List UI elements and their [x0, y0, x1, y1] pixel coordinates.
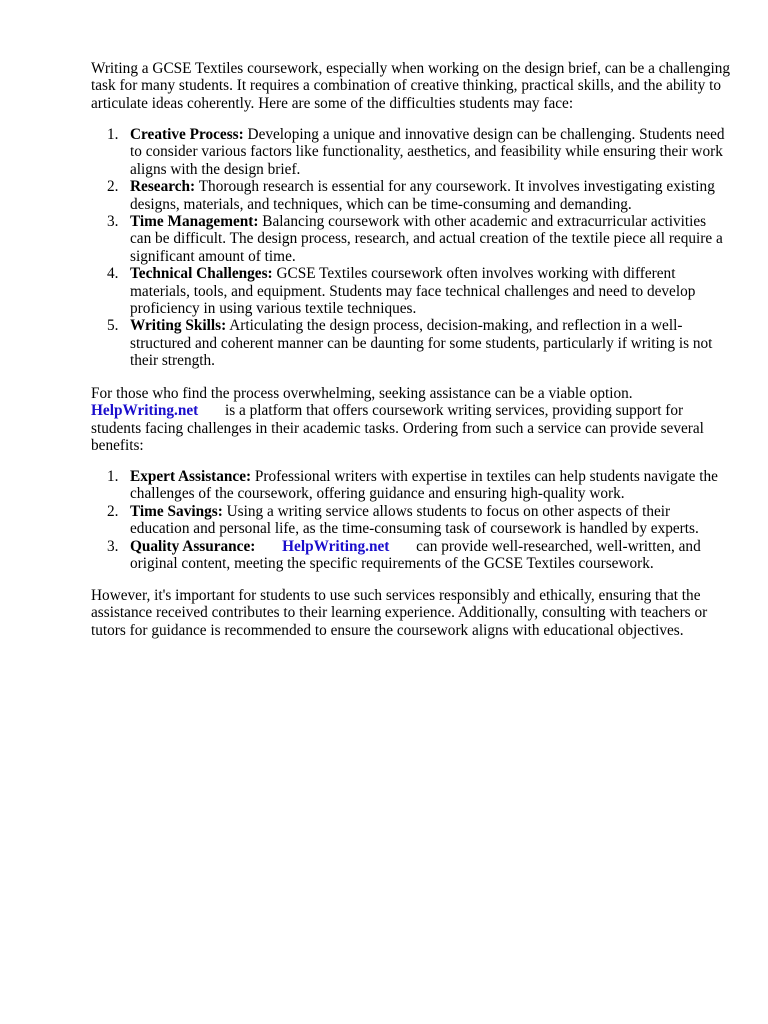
list-number: 1. [107, 468, 119, 485]
list-item [91, 503, 731, 538]
list-number: 3. [107, 537, 119, 555]
item-text: Using a writing service allows students to focus on other aspects of their education and personal life, as the time-consuming task of coursework is handled by experts. [130, 502, 699, 538]
assistance-intro-text: For those who find the process overwhelming, seeking assistance can be a viable option. [91, 385, 633, 402]
item-text: GCSE Textiles coursework often involves working with different materials, tools, and equipment. Students may face technical challenges and need to develop proficiency in using various textile techniques. [130, 265, 696, 318]
item-title: Time Savings: [130, 502, 223, 520]
list-item [91, 126, 731, 178]
item-text: Balancing coursework with other academic and extracurricular activities can be difficult. The design process, research, and actual creation of the textile piece all require a significant amount of time. [130, 213, 723, 265]
item-title: Quality Assurance: [130, 537, 256, 555]
item-text: Articulating the design process, decision-making, and reflection in a well-structured and coherent manner can be daunting for some students, particularly if writing is not their strength. [130, 317, 713, 370]
list-item [91, 317, 731, 369]
item-title: Technical Challenges: [130, 265, 273, 283]
list-item [91, 213, 731, 265]
closing-paragraph: However, it's important for students to use such services responsibly and ethically, ensuring that the assistance received contributes to their learning experience. Additionally, consulting with teachers or tutors for guidance is recommended to ensure the coursework aligns with educational objectives. [91, 587, 708, 639]
list-number: 3. [107, 213, 119, 231]
item-title: Expert Assistance: [130, 468, 252, 485]
intro-paragraph: Writing a GCSE Textiles coursework, especially when working on the design brief, can be a challenging task for many students. It requires a combination of creative thinking, practical skills, and the ability to articulate ideas coherently. Here are some of the difficulties students may face: [91, 60, 731, 112]
difficulties-list [91, 126, 731, 370]
item-text: can provide well-researched, well-written, and original content, meeting the specific requirements of the GCSE Textiles coursework. [130, 537, 701, 573]
benefits-list [91, 468, 731, 572]
item-text: Professional writers with expertise in textiles can help students navigate the challenges of the coursework, offering guidance and ensuring high-quality work. [130, 468, 718, 503]
item-text: Developing a unique and innovative design can be challenging. Students need to consider various factors like functionality, aesthetics, and feasibility while ensuring their work aligns with the design brief. [130, 126, 725, 178]
list-item [91, 468, 731, 503]
assistance-body-text: is a platform that offers coursework writing services, providing support for students facing challenges in their academic tasks. Ordering from such a service can provide several benefits: [91, 402, 704, 455]
list-item [91, 538, 731, 573]
item-title: Writing Skills: [130, 317, 227, 335]
helpwriting-link[interactable]: HelpWriting.net [282, 537, 390, 555]
list-number: 2. [107, 502, 119, 520]
helpwriting-link[interactable]: HelpWriting.net [91, 402, 199, 420]
item-title: Creative Process: [130, 126, 244, 143]
list-item [91, 178, 731, 213]
list-number: 5. [107, 317, 119, 335]
list-number: 2. [107, 178, 119, 196]
item-text: Thorough research is essential for any coursework. It involves investigating existing designs, materials, and techniques, which can be time-consuming and demanding. [130, 178, 715, 213]
list-number: 1. [107, 126, 119, 143]
item-title: Time Management: [130, 213, 259, 231]
assistance-paragraph [91, 385, 731, 455]
item-title: Research: [130, 178, 196, 196]
list-number: 4. [107, 265, 119, 283]
list-item [91, 265, 731, 317]
